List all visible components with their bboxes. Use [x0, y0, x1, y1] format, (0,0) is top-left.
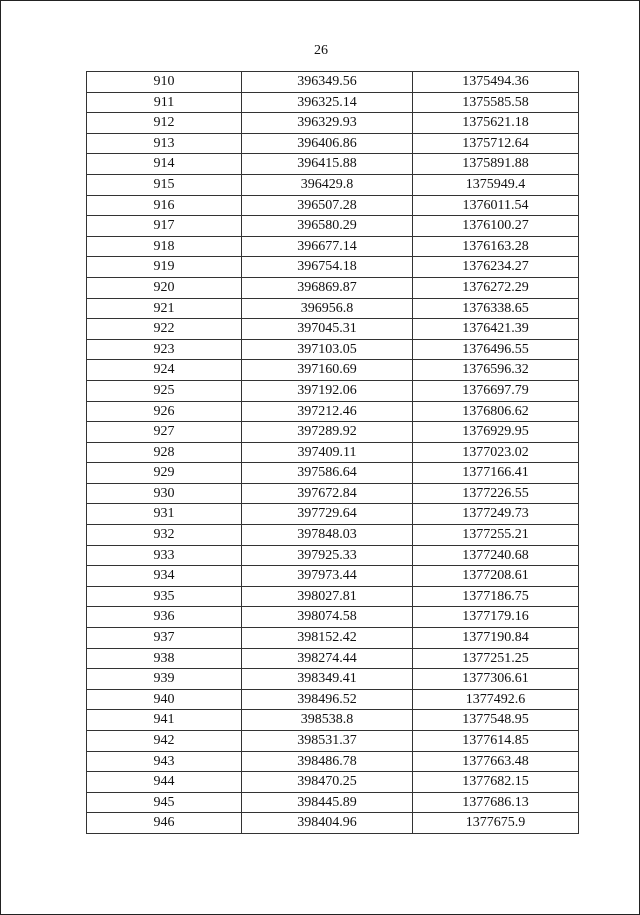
y-coordinate-cell: 1377166.41 [413, 463, 579, 484]
table-row [87, 298, 579, 319]
table-row [87, 360, 579, 381]
point-number-cell: 926 [87, 401, 242, 422]
table-row [87, 236, 579, 257]
point-number-cell: 930 [87, 483, 242, 504]
x-coordinate-cell: 396677.14 [242, 236, 413, 257]
x-coordinate-cell: 397672.84 [242, 483, 413, 504]
point-number-cell: 934 [87, 566, 242, 587]
point-number-cell: 928 [87, 442, 242, 463]
point-number-cell: 929 [87, 463, 242, 484]
x-coordinate-cell: 397192.06 [242, 380, 413, 401]
y-coordinate-cell: 1377251.25 [413, 648, 579, 669]
x-coordinate-cell: 397586.64 [242, 463, 413, 484]
point-number-cell: 912 [87, 113, 242, 134]
y-coordinate-cell: 1377179.16 [413, 607, 579, 628]
table-row [87, 319, 579, 340]
point-number-cell: 944 [87, 772, 242, 793]
table-row [87, 257, 579, 278]
table-row [87, 442, 579, 463]
y-coordinate-cell: 1375949.4 [413, 174, 579, 195]
point-number-cell: 939 [87, 669, 242, 690]
table-row [87, 216, 579, 237]
y-coordinate-cell: 1376234.27 [413, 257, 579, 278]
x-coordinate-cell: 397045.31 [242, 319, 413, 340]
table-row [87, 628, 579, 649]
table-row [87, 607, 579, 628]
point-number-cell: 915 [87, 174, 242, 195]
y-coordinate-cell: 1377240.68 [413, 545, 579, 566]
x-coordinate-cell: 396415.88 [242, 154, 413, 175]
point-number-cell: 919 [87, 257, 242, 278]
point-number-cell: 941 [87, 710, 242, 731]
table-row [87, 380, 579, 401]
table-row [87, 483, 579, 504]
y-coordinate-cell: 1375712.64 [413, 133, 579, 154]
y-coordinate-cell: 1377190.84 [413, 628, 579, 649]
y-coordinate-cell: 1375585.58 [413, 92, 579, 113]
x-coordinate-cell: 396869.87 [242, 277, 413, 298]
y-coordinate-cell: 1375621.18 [413, 113, 579, 134]
y-coordinate-cell: 1376100.27 [413, 216, 579, 237]
page-number: 26 [314, 43, 328, 58]
y-coordinate-cell: 1375494.36 [413, 72, 579, 93]
y-coordinate-cell: 1376163.28 [413, 236, 579, 257]
table-row [87, 525, 579, 546]
table-row [87, 277, 579, 298]
point-number-cell: 924 [87, 360, 242, 381]
table-row [87, 339, 579, 360]
table-row [87, 422, 579, 443]
y-coordinate-cell: 1377255.21 [413, 525, 579, 546]
x-coordinate-cell: 396349.56 [242, 72, 413, 93]
y-coordinate-cell: 1377614.85 [413, 731, 579, 752]
table-row [87, 113, 579, 134]
table-row [87, 813, 579, 834]
point-number-cell: 936 [87, 607, 242, 628]
y-coordinate-cell: 1377663.48 [413, 751, 579, 772]
x-coordinate-cell: 396956.8 [242, 298, 413, 319]
x-coordinate-cell: 397848.03 [242, 525, 413, 546]
table-row [87, 689, 579, 710]
x-coordinate-cell: 396406.86 [242, 133, 413, 154]
point-number-cell: 913 [87, 133, 242, 154]
point-number-cell: 910 [87, 72, 242, 93]
x-coordinate-cell: 398152.42 [242, 628, 413, 649]
point-number-cell: 937 [87, 628, 242, 649]
y-coordinate-cell: 1376421.39 [413, 319, 579, 340]
table-row [87, 669, 579, 690]
table-row [87, 504, 579, 525]
point-number-cell: 920 [87, 277, 242, 298]
x-coordinate-cell: 397103.05 [242, 339, 413, 360]
x-coordinate-cell: 397409.11 [242, 442, 413, 463]
table-row [87, 710, 579, 731]
point-number-cell: 945 [87, 792, 242, 813]
table-row [87, 401, 579, 422]
y-coordinate-cell: 1377686.13 [413, 792, 579, 813]
point-number-cell: 931 [87, 504, 242, 525]
y-coordinate-cell: 1377226.55 [413, 483, 579, 504]
point-number-cell: 918 [87, 236, 242, 257]
table-row [87, 72, 579, 93]
x-coordinate-cell: 396754.18 [242, 257, 413, 278]
point-number-cell: 914 [87, 154, 242, 175]
y-coordinate-cell: 1376338.65 [413, 298, 579, 319]
x-coordinate-cell: 396429.8 [242, 174, 413, 195]
point-number-cell: 925 [87, 380, 242, 401]
point-number-cell: 923 [87, 339, 242, 360]
point-number-cell: 938 [87, 648, 242, 669]
y-coordinate-cell: 1377249.73 [413, 504, 579, 525]
y-coordinate-cell: 1377675.9 [413, 813, 579, 834]
table-row [87, 545, 579, 566]
point-number-cell: 911 [87, 92, 242, 113]
point-number-cell: 917 [87, 216, 242, 237]
point-number-cell: 916 [87, 195, 242, 216]
x-coordinate-cell: 396325.14 [242, 92, 413, 113]
point-number-cell: 933 [87, 545, 242, 566]
table-row [87, 751, 579, 772]
table-row [87, 133, 579, 154]
y-coordinate-cell: 1376011.54 [413, 195, 579, 216]
x-coordinate-cell: 397289.92 [242, 422, 413, 443]
table-row [87, 463, 579, 484]
x-coordinate-cell: 398486.78 [242, 751, 413, 772]
x-coordinate-cell: 398027.81 [242, 586, 413, 607]
x-coordinate-cell: 396507.28 [242, 195, 413, 216]
x-coordinate-cell: 398538.8 [242, 710, 413, 731]
table-row [87, 195, 579, 216]
table-row [87, 566, 579, 587]
x-coordinate-cell: 398074.58 [242, 607, 413, 628]
y-coordinate-cell: 1377548.95 [413, 710, 579, 731]
point-number-cell: 940 [87, 689, 242, 710]
y-coordinate-cell: 1377023.02 [413, 442, 579, 463]
y-coordinate-cell: 1377186.75 [413, 586, 579, 607]
table-row [87, 731, 579, 752]
y-coordinate-cell: 1375891.88 [413, 154, 579, 175]
table-row [87, 154, 579, 175]
y-coordinate-cell: 1377682.15 [413, 772, 579, 793]
table-row [87, 92, 579, 113]
x-coordinate-cell: 397925.33 [242, 545, 413, 566]
x-coordinate-cell: 397973.44 [242, 566, 413, 587]
point-number-cell: 921 [87, 298, 242, 319]
y-coordinate-cell: 1376596.32 [413, 360, 579, 381]
table-row [87, 648, 579, 669]
x-coordinate-cell: 398274.44 [242, 648, 413, 669]
x-coordinate-cell: 396580.29 [242, 216, 413, 237]
point-number-cell: 932 [87, 525, 242, 546]
y-coordinate-cell: 1376929.95 [413, 422, 579, 443]
y-coordinate-cell: 1376806.62 [413, 401, 579, 422]
coordinates-table-body [87, 72, 579, 834]
x-coordinate-cell: 398445.89 [242, 792, 413, 813]
table-row [87, 174, 579, 195]
x-coordinate-cell: 397212.46 [242, 401, 413, 422]
x-coordinate-cell: 398404.96 [242, 813, 413, 834]
point-number-cell: 927 [87, 422, 242, 443]
x-coordinate-cell: 396329.93 [242, 113, 413, 134]
x-coordinate-cell: 397729.64 [242, 504, 413, 525]
y-coordinate-cell: 1376496.55 [413, 339, 579, 360]
y-coordinate-cell: 1376272.29 [413, 277, 579, 298]
x-coordinate-cell: 398496.52 [242, 689, 413, 710]
y-coordinate-cell: 1377492.6 [413, 689, 579, 710]
coordinates-table [86, 71, 579, 834]
table-row [87, 772, 579, 793]
y-coordinate-cell: 1377306.61 [413, 669, 579, 690]
x-coordinate-cell: 398349.41 [242, 669, 413, 690]
x-coordinate-cell: 397160.69 [242, 360, 413, 381]
point-number-cell: 946 [87, 813, 242, 834]
x-coordinate-cell: 398470.25 [242, 772, 413, 793]
y-coordinate-cell: 1377208.61 [413, 566, 579, 587]
point-number-cell: 922 [87, 319, 242, 340]
point-number-cell: 942 [87, 731, 242, 752]
table-row [87, 586, 579, 607]
y-coordinate-cell: 1376697.79 [413, 380, 579, 401]
x-coordinate-cell: 398531.37 [242, 731, 413, 752]
table-row [87, 792, 579, 813]
point-number-cell: 943 [87, 751, 242, 772]
point-number-cell: 935 [87, 586, 242, 607]
